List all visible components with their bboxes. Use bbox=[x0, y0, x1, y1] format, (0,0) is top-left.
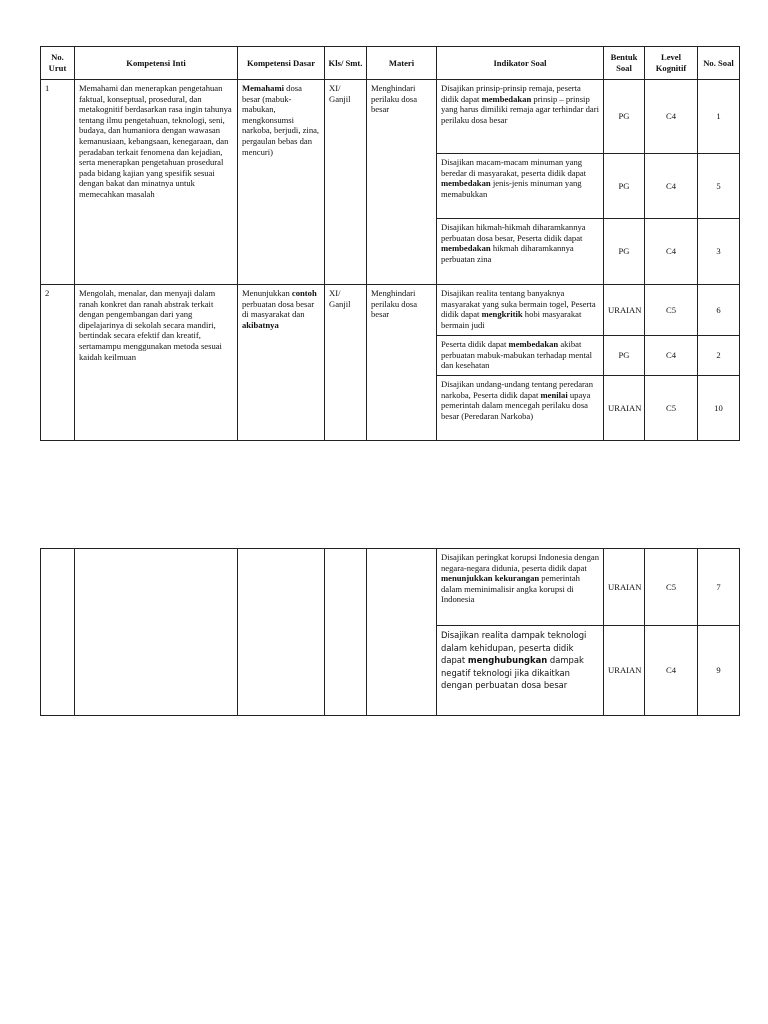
indikator-cell bbox=[437, 80, 604, 154]
indikator-text: upaya pemerintah dalam mencegah perilaku dosa besar (Peredaran Narkoba) bbox=[441, 389, 591, 421]
indikator-keyword: membedakan bbox=[441, 178, 491, 189]
header-level-kognitif: Level Kognitif bbox=[645, 47, 698, 80]
header-no-soal: No. Soal bbox=[698, 47, 740, 80]
bentuk-soal-cell: URAIAN bbox=[604, 549, 645, 626]
header-materi: Materi bbox=[367, 47, 437, 80]
indikator-text: Disajikan macam-macam minuman yang beredar di masyarakat, peserta didik dapat bbox=[441, 157, 587, 178]
kelas-semester-cell bbox=[325, 549, 367, 716]
indikator-cell bbox=[437, 219, 604, 285]
level-kognitif-cell: C4 bbox=[645, 626, 698, 716]
header-kompetensi-inti: Kompetensi Inti bbox=[75, 47, 238, 80]
header-indikator-soal: Indikator Soal bbox=[437, 47, 604, 80]
indikator-keyword: membedakan bbox=[441, 243, 491, 254]
indikator-cell bbox=[437, 376, 604, 441]
kd-keyword: contoh bbox=[291, 288, 317, 298]
materi-cell: Menghindari perilaku dosa besar bbox=[367, 80, 437, 285]
table-row bbox=[41, 549, 740, 626]
bentuk-soal-cell: PG bbox=[604, 80, 645, 154]
bentuk-soal-cell: URAIAN bbox=[604, 376, 645, 441]
kompetensi-inti-cell bbox=[75, 549, 238, 716]
indikator-text: Disajikan hikmah-hikmah diharamkannya perbuatan dosa besar, Peserta didik dapat bbox=[441, 222, 586, 243]
indikator-text: akibat perbuatan mabuk-mabukan terhadap mental dan kesehatan bbox=[441, 339, 593, 371]
no-soal-cell: 7 bbox=[698, 549, 740, 626]
indikator-keyword: membedakan bbox=[508, 339, 559, 349]
kompetensi-dasar-cell bbox=[238, 285, 325, 441]
no-urut-cell: 1 bbox=[41, 80, 75, 285]
level-kognitif-cell: C4 bbox=[645, 219, 698, 285]
level-kognitif-cell: C4 bbox=[645, 80, 698, 154]
kompetensi-inti-cell: Memahami dan menerapkan pengetahuan faktual, konseptual, prosedural, dan metakognitif berdasarkan rasa ingin tahunya tentang ilmu pengetahuan, teknologi, seni, budaya, dan humaniora dengan wawasan kemanusiaan, kebangsaan, kenegaraan, dan peradaban terkait fenomena dan kejadian, serta menerapkan pengetahuan prosedural pada bidang kajian yang spesifik sesuai dengan bakat dan minatnya untuk memecahkan masalah bbox=[75, 80, 238, 285]
indikator-text: hikmah diharamkannya perbuatan zina bbox=[441, 243, 574, 264]
materi-cell: Menghindari perilaku dosa besar bbox=[367, 285, 437, 441]
indikator-text: Disajikan peringkat korupsi Indonesia dengan negara-negara didunia, peserta didik dapat bbox=[441, 552, 599, 573]
no-urut-cell: 2 bbox=[41, 285, 75, 441]
level-kognitif-cell: C5 bbox=[645, 549, 698, 626]
table-row bbox=[41, 80, 740, 154]
level-kognitif-cell: C4 bbox=[645, 154, 698, 219]
indikator-cell bbox=[437, 626, 604, 716]
no-soal-cell: 9 bbox=[698, 626, 740, 716]
indikator-text: hobi masyarakat bermain judi bbox=[441, 309, 582, 330]
indikator-text: Peserta didik dapat bbox=[441, 339, 509, 349]
level-kognitif-cell: C5 bbox=[645, 285, 698, 336]
kompetensi-inti-cell: Mengolah, menalar, dan menyaji dalam ranah konkret dan ranah abstrak terkait dengan pengembangan dari yang dipelajarinya di sekolah secara mandiri, bertindak secara efektif dan kreatif, sertamampu menggunakan metoda sesuai kaidah keilmuan bbox=[75, 285, 238, 441]
kd-keyword: Memahami bbox=[242, 83, 285, 93]
kisi-kisi-table-page-1 bbox=[40, 46, 740, 441]
level-kognitif-cell: C5 bbox=[645, 376, 698, 441]
kompetensi-dasar-cell bbox=[238, 80, 325, 285]
indikator-text: prinsip – prinsip yang harus dimiliki remaja agar terhindar dari perilaku dosa besar bbox=[441, 93, 599, 125]
kompetensi-dasar-cell bbox=[238, 549, 325, 716]
indikator-text: pemerintah dalam meminimalisir angka korupsi di Indonesia bbox=[441, 573, 580, 605]
no-soal-cell: 10 bbox=[698, 376, 740, 441]
kelas-semester-cell: XI/ Ganjil bbox=[325, 80, 367, 285]
bentuk-soal-cell: URAIAN bbox=[604, 285, 645, 336]
no-urut-cell bbox=[41, 549, 75, 716]
indikator-text: Disajikan undang-undang tentang peredaran narkoba, Peserta didik dapat bbox=[441, 379, 594, 400]
header-bentuk-soal: Bentuk Soal bbox=[604, 47, 645, 80]
level-kognitif-cell: C4 bbox=[645, 336, 698, 376]
materi-cell bbox=[367, 549, 437, 716]
indikator-cell bbox=[437, 154, 604, 219]
indikator-text: jenis-jenis minuman yang memabukkan bbox=[441, 178, 582, 199]
indikator-text: Disajikan prinsip-prinsip remaja, peserta didik dapat bbox=[441, 83, 581, 104]
indikator-cell bbox=[437, 549, 604, 626]
indikator-text: Disajikan realita dampak teknologi dalam kehidupan, peserta didik dapat bbox=[441, 630, 587, 666]
no-soal-cell: 3 bbox=[698, 219, 740, 285]
indikator-cell bbox=[437, 285, 604, 336]
indikator-text: Disajikan realita tentang banyaknya masyarakat yang suka bermain togel, Peserta didik dapat bbox=[441, 288, 596, 320]
indikator-cell bbox=[437, 336, 604, 376]
table-row bbox=[41, 285, 740, 336]
bentuk-soal-cell: URAIAN bbox=[604, 626, 645, 716]
kd-text: perbuatan dosa besar di masyarakat dan bbox=[242, 298, 315, 320]
no-soal-cell: 2 bbox=[698, 336, 740, 376]
indikator-keyword: mengkritik bbox=[481, 309, 523, 320]
no-soal-cell: 5 bbox=[698, 154, 740, 219]
indikator-keyword: menghubungkan bbox=[467, 655, 548, 666]
bentuk-soal-cell: PG bbox=[604, 154, 645, 219]
indikator-text: dampak negatif teknologi jika dikaitkan dengan perbuatan dosa besar bbox=[441, 655, 584, 691]
no-soal-cell: 1 bbox=[698, 80, 740, 154]
indikator-keyword: menilai bbox=[540, 389, 568, 400]
header-kelas-semester: Kls/ Smt. bbox=[325, 47, 367, 80]
indikator-keyword: membedakan bbox=[481, 93, 532, 104]
header-no-urut: No. Urut bbox=[41, 47, 75, 80]
kisi-kisi-table-page-2 bbox=[40, 548, 740, 716]
bentuk-soal-cell: PG bbox=[604, 219, 645, 285]
header-kompetensi-dasar: Kompetensi Dasar bbox=[238, 47, 325, 80]
bentuk-soal-cell: PG bbox=[604, 336, 645, 376]
indikator-keyword: menunjukkan kekurangan bbox=[441, 573, 540, 584]
header-row bbox=[41, 47, 740, 80]
kd-keyword: akibatnya bbox=[242, 319, 279, 330]
kelas-semester-cell: XI/ Ganjil bbox=[325, 285, 367, 441]
kd-text: Menunjukkan bbox=[242, 288, 292, 298]
no-soal-cell: 6 bbox=[698, 285, 740, 336]
kd-text: dosa besar (mabuk-mabukan, mengkonsumsi narkoba, berjudi, zina, pergaulan bebas dan mencuri) bbox=[242, 83, 320, 157]
